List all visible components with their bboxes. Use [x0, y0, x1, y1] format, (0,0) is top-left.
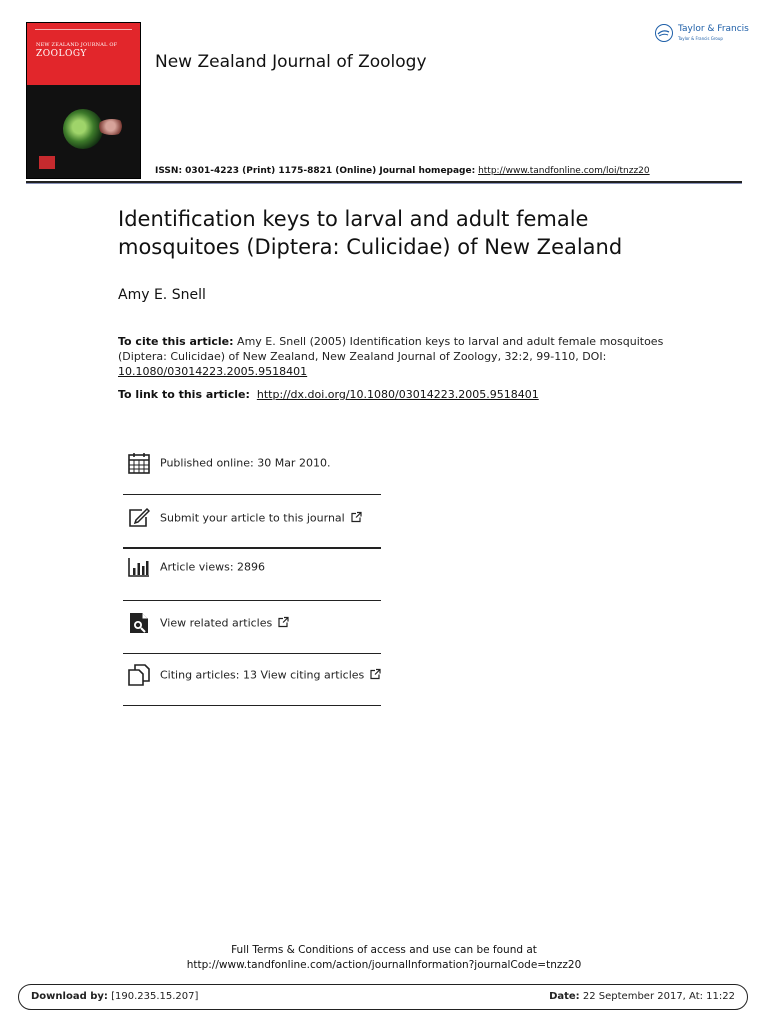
citing-articles-text: Citing articles: 13 View citing articles	[160, 668, 365, 682]
external-link-icon	[370, 669, 381, 680]
download-label: Download by:	[31, 991, 108, 1002]
edit-pencil-icon	[128, 507, 150, 529]
cover-logo-box	[39, 156, 55, 169]
submit-article-link[interactable]	[160, 512, 362, 525]
article-link-line	[118, 388, 539, 401]
article-doi-url[interactable]: http://dx.doi.org/10.1080/03014223.2005.9518401	[256, 388, 539, 401]
article-title: Identification keys to larval and adult female mosquitoes (Diptera: Culicidae) of New Zealand	[118, 207, 623, 259]
publisher-name: Taylor & Francis	[678, 24, 749, 34]
citing-articles-link[interactable]	[160, 669, 381, 682]
cover-header-line	[35, 29, 132, 30]
info-divider	[123, 705, 381, 706]
citing-documents-icon	[128, 664, 150, 686]
published-online-text: Published online: 30 Mar 2010.	[160, 456, 331, 470]
calendar-icon	[128, 452, 150, 474]
citation-label: To cite this article:	[118, 335, 234, 348]
article-author: Amy E. Snell	[118, 287, 206, 303]
citation-block	[118, 334, 678, 379]
external-link-icon	[278, 617, 289, 628]
citing-articles-row[interactable]	[123, 649, 381, 701]
cover-series-text: NEW ZEALAND JOURNAL OF	[36, 42, 118, 48]
cover-title: ZOOLOGY	[36, 49, 87, 59]
publisher-logo[interactable]	[655, 22, 750, 46]
journal-cover-image	[26, 22, 141, 179]
document-search-icon	[128, 612, 150, 634]
article-views-row	[123, 541, 381, 593]
date-value: 22 September 2017, At: 11:22	[582, 991, 735, 1002]
related-articles-link[interactable]	[160, 617, 289, 630]
related-articles-text: View related articles	[160, 616, 273, 630]
issn-line	[155, 166, 650, 176]
header-divider-accent	[26, 183, 742, 184]
download-footer	[18, 984, 748, 1010]
citation-doi-link[interactable]: 10.1080/03014223.2005.9518401	[118, 365, 308, 378]
terms-url[interactable]: http://www.tandfonline.com/action/journalInformation?journalCode=tnzz20	[186, 959, 582, 971]
download-date	[549, 991, 735, 1002]
issn-text: ISSN: 0301-4223 (Print) 1175-8821 (Online) Journal homepage:	[155, 166, 476, 176]
published-online-row	[123, 437, 381, 489]
bar-chart-icon	[128, 556, 150, 578]
external-link-icon	[351, 512, 362, 523]
article-link-label: To link to this article:	[118, 388, 250, 401]
download-by	[31, 991, 198, 1002]
article-views-text: Article views: 2896	[160, 560, 266, 574]
download-ip: [190.235.15.207]	[111, 991, 199, 1002]
related-articles-row[interactable]	[123, 597, 381, 649]
terms-conditions	[0, 943, 768, 973]
journal-homepage-link[interactable]: http://www.tandfonline.com/loi/tnzz20	[478, 166, 650, 176]
taylor-francis-logo-icon	[655, 24, 673, 42]
date-label: Date:	[549, 991, 580, 1002]
cover-fruit-photo	[97, 119, 127, 135]
publisher-subname: Taylor & Francis Group	[678, 36, 723, 41]
journal-title: New Zealand Journal of Zoology	[155, 52, 427, 72]
citation-text: Amy E. Snell (2005) Identification keys to larval and adult female mosquitoes (Diptera: Culicidae) of New Zealand, New Zealand Journal of Zoology, 32:2, 99-110, DOI:	[118, 335, 664, 363]
submit-article-row[interactable]	[123, 492, 381, 544]
terms-text: Full Terms & Conditions of access and use can be found at	[231, 944, 537, 956]
submit-article-text: Submit your article to this journal	[160, 511, 345, 525]
